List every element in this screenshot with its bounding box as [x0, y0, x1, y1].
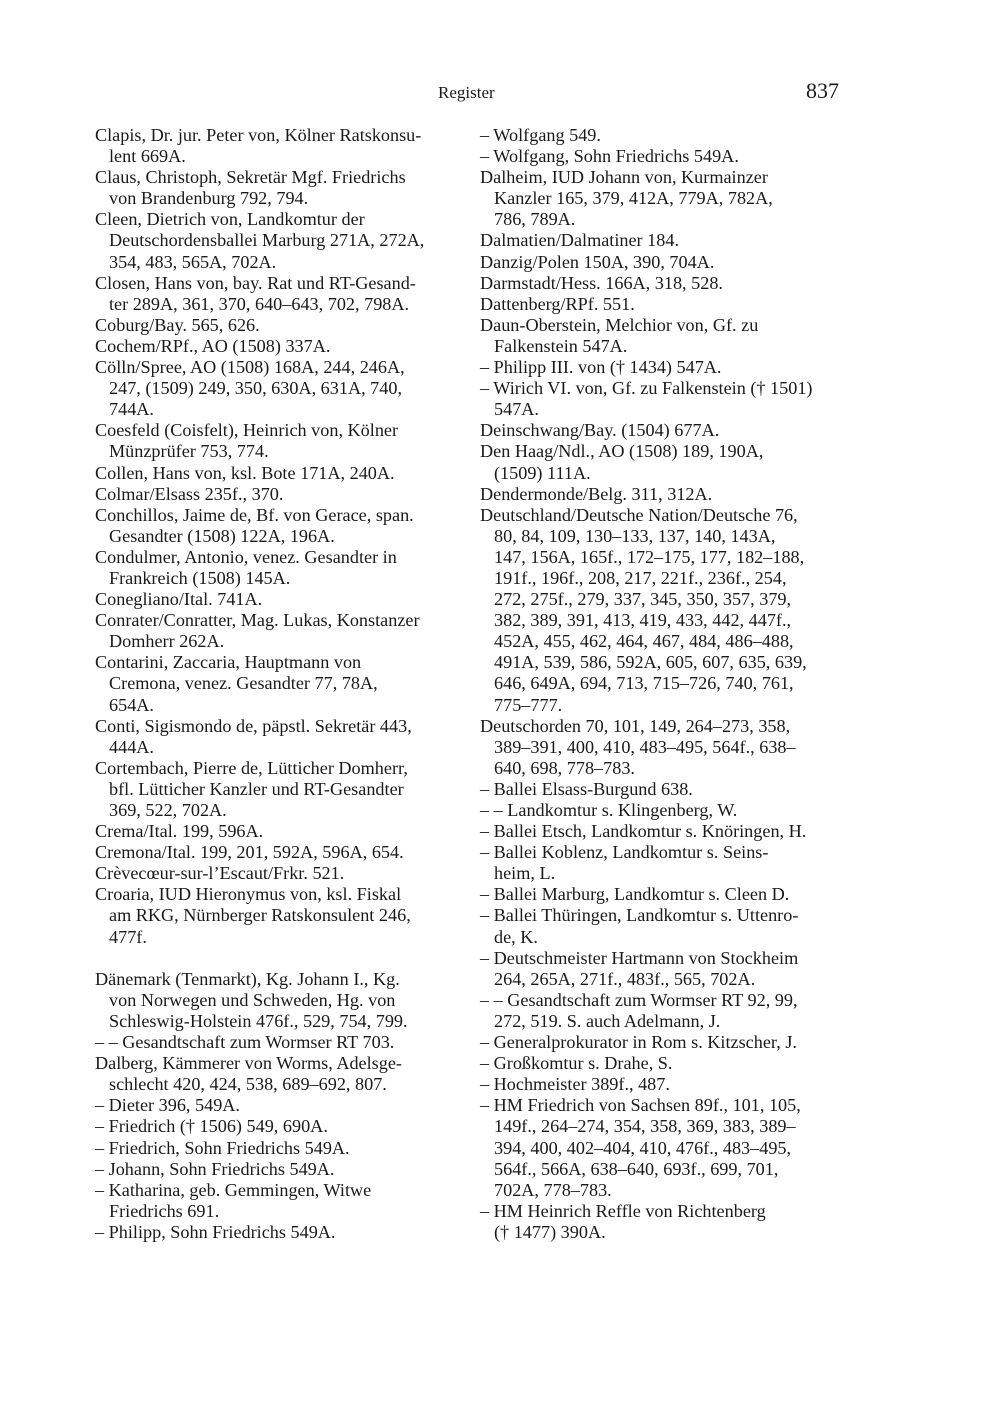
index-column-left — [95, 125, 457, 1243]
index-entry-line: 382, 389, 391, 413, 419, 433, 442, 447f., — [494, 610, 792, 631]
index-entry-line: – Philipp, Sohn Friedrichs 549A. — [95, 1221, 336, 1242]
index-entry-line: († 1477) 390A. — [494, 1221, 606, 1242]
index-entry — [95, 758, 457, 821]
index-entry-line: Darmstadt/Hess. 166A, 318, 528. — [480, 272, 723, 293]
index-entry-line: 477f. — [109, 926, 147, 947]
index-entry-line: Coesfeld (Coisfelt), Heinrich von, Kölner — [95, 420, 399, 441]
index-entry — [95, 821, 457, 842]
index-entry-line: 547A. — [494, 399, 539, 420]
index-entry-line: – Wolfgang, Sohn Friedrichs 549A. — [480, 146, 739, 167]
index-entry-line: Daun-Oberstein, Melchior von, Gf. zu — [480, 314, 759, 335]
index-entry-line: – Ballei Thüringen, Landkomtur s. Uttenro- — [480, 905, 799, 926]
index-entry-line: bfl. Lütticher Kanzler und RT-Gesandter — [109, 778, 404, 799]
index-entry-line: 264, 265A, 271f., 483f., 565, 702A. — [494, 968, 756, 989]
index-entry — [95, 463, 457, 484]
index-entry-line: Cochem/RPf., AO (1508) 337A. — [95, 335, 331, 356]
index-entry-line: 646, 649A, 694, 713, 715–726, 740, 761, — [494, 673, 794, 694]
index-entry-line: Conchillos, Jaime de, Bf. von Gerace, span. — [95, 504, 414, 525]
index-entry — [480, 484, 850, 505]
index-entry-line: 369, 522, 702A. — [109, 800, 227, 820]
index-entry — [95, 547, 457, 589]
index-entry — [95, 652, 457, 715]
index-entry-line: Cortembach, Pierre de, Lütticher Domherr, — [95, 757, 408, 778]
index-entry — [480, 1201, 850, 1243]
index-entry-line: Claus, Christoph, Sekretär Mgf. Friedrichs — [95, 167, 406, 188]
index-entry-line: 147, 156A, 165f., 172–175, 177, 182–188, — [494, 546, 805, 567]
index-entry-line: Crema/Ital. 199, 596A. — [95, 821, 264, 842]
index-entry — [95, 610, 457, 652]
index-entry — [480, 716, 850, 779]
index-entry-line: Cölln/Spree, AO (1508) 168A, 244, 246A, — [95, 357, 405, 378]
index-entry — [480, 294, 850, 315]
index-entry — [95, 273, 457, 315]
index-entry-line: (1509) 111A. — [494, 462, 591, 483]
index-entry — [95, 884, 457, 947]
index-entry-line: 654A. — [109, 694, 154, 715]
index-entry-line: – – Gesandtschaft zum Wormser RT 92, 99, — [480, 989, 798, 1010]
index-entry-line: Conrater/Conratter, Mag. Lukas, Konstanzer — [95, 610, 420, 631]
index-entry — [480, 357, 850, 378]
index-entry — [480, 821, 850, 842]
index-entry-line: Friedrichs 691. — [109, 1200, 220, 1221]
index-entry — [95, 1159, 457, 1180]
index-entry-line: Deinschwang/Bay. (1504) 677A. — [480, 420, 720, 441]
index-entry-line: – Friedrich († 1506) 549, 690A. — [95, 1116, 328, 1137]
index-entry-line: 191f., 196f., 208, 217, 221f., 236f., 254, — [494, 567, 787, 588]
index-entry — [95, 420, 457, 462]
index-entry-line: Cremona/Ital. 199, 201, 592A, 596A, 654. — [95, 842, 404, 863]
index-entry-line: – – Gesandtschaft zum Wormser RT 703. — [95, 1032, 395, 1053]
index-entry-line: – Deutschmeister Hartmann von Stockheim — [480, 947, 799, 968]
index-entry-line: Dendermonde/Belg. 311, 312A. — [480, 483, 713, 504]
index-entry — [95, 315, 457, 336]
index-entry — [95, 1180, 457, 1222]
index-entry-line: Dattenberg/RPf. 551. — [480, 293, 635, 314]
index-entry-line: 247, (1509) 249, 350, 630A, 631A, 740, — [109, 378, 403, 399]
index-entry-line: 149f., 264–274, 354, 358, 369, 383, 389– — [494, 1116, 796, 1137]
index-entry-line: – HM Friedrich von Sachsen 89f., 101, 105, — [480, 1095, 801, 1116]
index-entry — [95, 716, 457, 758]
index-entry-line: 786, 789A. — [494, 209, 576, 230]
index-entry-line: – Friedrich, Sohn Friedrichs 549A. — [95, 1137, 350, 1158]
index-entry-line: schlecht 420, 424, 538, 689–692, 807. — [109, 1074, 387, 1095]
index-entry — [95, 969, 457, 1032]
index-entry-line: Dalberg, Kämmerer von Worms, Adelsge- — [95, 1053, 402, 1074]
index-entry-line: Cremona, venez. Gesandter 77, 78A, — [109, 673, 378, 694]
index-entry — [95, 863, 457, 884]
index-entry-line: Kanzler 165, 379, 412A, 779A, 782A, — [494, 188, 773, 209]
index-entry — [480, 315, 850, 357]
index-entry-line: – Wirich VI. von, Gf. zu Falkenstein († 1501) — [480, 378, 813, 399]
index-entry-line: Schleswig-Holstein 476f., 529, 754, 799. — [109, 1010, 408, 1031]
index-entry-line: – Ballei Etsch, Landkomtur s. Knöringen, H. — [480, 821, 807, 842]
index-entry-line: 640, 698, 778–783. — [494, 757, 635, 778]
index-entry-line: Conegliano/Ital. 741A. — [95, 589, 263, 610]
index-entry-line: Gesandter (1508) 122A, 196A. — [109, 525, 335, 546]
index-entry-line: Conti, Sigismondo de, päpstl. Sekretär 443, — [95, 715, 412, 736]
index-entry-line: Colmar/Elsass 235f., 370. — [95, 483, 284, 504]
index-entry-line: Contarini, Zaccaria, Hauptmann von — [95, 652, 362, 673]
index-entry-line: – Wolfgang 549. — [480, 125, 601, 145]
index-entry-line: heim, L. — [494, 863, 556, 884]
index-entry-line: 775–777. — [494, 694, 563, 715]
index-entry-line: von Norwegen und Schweden, Hg. von — [109, 989, 396, 1010]
index-entry-line: 389–391, 400, 410, 483–495, 564f., 638– — [494, 736, 796, 757]
index-entry — [480, 842, 850, 884]
index-entry-line: Clapis, Dr. jur. Peter von, Kölner Ratskonsu- — [95, 125, 422, 145]
index-entry-line: Den Haag/Ndl., AO (1508) 189, 190A, — [480, 441, 764, 462]
index-entry — [480, 905, 850, 947]
index-entry-line: – Großkomtur s. Drahe, S. — [480, 1053, 673, 1074]
index-entry-line: Dänemark (Tenmarkt), Kg. Johann I., Kg. — [95, 968, 400, 989]
index-entry-line: Domherr 262A. — [109, 631, 225, 652]
index-entry — [95, 1116, 457, 1137]
index-entry-line: – Ballei Koblenz, Landkomtur s. Seins- — [480, 842, 769, 863]
index-entry-line: von Brandenburg 792, 794. — [109, 188, 309, 209]
index-entry — [95, 1032, 457, 1053]
index-entry — [480, 884, 850, 905]
index-entry — [480, 125, 850, 146]
index-entry — [480, 779, 850, 800]
index-entry — [480, 252, 850, 273]
index-entry-line: Collen, Hans von, ksl. Bote 171A, 240A. — [95, 462, 395, 483]
index-entry-line: Condulmer, Antonio, venez. Gesandter in — [95, 546, 397, 567]
index-entry-line: Dalmatien/Dalmatiner 184. — [480, 230, 679, 251]
index-entry — [480, 441, 850, 483]
letter-section-gap — [95, 948, 457, 969]
index-entry — [95, 336, 457, 357]
index-entry-line: 702A, 778–783. — [494, 1179, 612, 1200]
index-entry — [480, 146, 850, 167]
index-entry — [480, 800, 850, 821]
index-entry — [480, 230, 850, 251]
index-entry — [480, 990, 850, 1032]
index-entry — [95, 484, 457, 505]
index-entry-line: 272, 519. S. auch Adelmann, J. — [494, 1010, 721, 1031]
index-entry-line: – – Landkomtur s. Klingenberg, W. — [480, 800, 738, 820]
index-entry-line: – Katharina, geb. Gemmingen, Witwe — [95, 1179, 372, 1200]
index-entry — [480, 378, 850, 420]
index-entry-line: Cleen, Dietrich von, Landkomtur der — [95, 209, 365, 230]
index-entry-line: – Ballei Elsass-Burgund 638. — [480, 778, 693, 799]
index-entry-line: – Dieter 396, 549A. — [95, 1095, 240, 1116]
index-entry-line: 80, 84, 109, 130–133, 137, 140, 143A, — [494, 525, 776, 546]
index-entry-line: – Ballei Marburg, Landkomtur s. Cleen D. — [480, 884, 790, 905]
index-entry — [95, 1222, 457, 1243]
index-entry-line: Crèvecœur-sur-l’Escaut/Frkr. 521. — [95, 863, 345, 884]
index-entry — [480, 167, 850, 230]
index-entry-line: Frankreich (1508) 145A. — [109, 567, 291, 588]
index-entry — [480, 1053, 850, 1074]
index-entry-line: ter 289A, 361, 370, 640–643, 702, 798A. — [109, 293, 410, 314]
index-entry — [95, 167, 457, 209]
index-entry — [480, 1095, 850, 1200]
index-entry — [95, 589, 457, 610]
index-entry-line: 564f., 566A, 638–640, 693f., 699, 701, — [494, 1158, 779, 1179]
page-number: 837 — [806, 78, 839, 103]
index-entry-line: – HM Heinrich Reffle von Richtenberg — [480, 1200, 766, 1221]
index-entry — [95, 1095, 457, 1116]
index-entry-line: – Johann, Sohn Friedrichs 549A. — [95, 1158, 335, 1179]
index-entry-line: Closen, Hans von, bay. Rat und RT-Gesand- — [95, 272, 416, 293]
index-entry-line: de, K. — [494, 926, 538, 947]
index-entry-line: am RKG, Nürnberger Ratskonsulent 246, — [109, 905, 411, 926]
index-entry — [480, 1032, 850, 1053]
index-entry-line: Falkenstein 547A. — [494, 335, 628, 356]
running-head: Register — [438, 83, 495, 102]
index-entry-line: – Philipp III. von († 1434) 547A. — [480, 357, 722, 378]
index-entry — [95, 209, 457, 272]
index-entry-line: – Hochmeister 389f., 487. — [480, 1074, 670, 1095]
index-entry — [480, 948, 850, 990]
index-entry-line: Deutschland/Deutsche Nation/Deutsche 76, — [480, 504, 798, 525]
index-entry — [480, 273, 850, 294]
index-entry-line: Coburg/Bay. 565, 626. — [95, 314, 260, 335]
index-entry-line: Dalheim, IUD Johann von, Kurmainzer — [480, 167, 768, 188]
index-entry — [95, 125, 457, 167]
index-entry-line: 444A. — [109, 736, 154, 757]
index-entry-line: Deutschorden 70, 101, 149, 264–273, 358, — [480, 715, 791, 736]
index-entry-line: 452A, 455, 462, 464, 467, 484, 486–488, — [494, 631, 794, 652]
index-entry-line: 394, 400, 402–404, 410, 476f., 483–495, — [494, 1137, 792, 1158]
index-entry-line: Croaria, IUD Hieronymus von, ksl. Fiskal — [95, 884, 402, 905]
index-entry-line: 272, 275f., 279, 337, 345, 350, 357, 379, — [494, 589, 792, 610]
index-entry — [95, 505, 457, 547]
index-entry-line: 354, 483, 565A, 702A. — [109, 251, 277, 272]
index-entry — [95, 1053, 457, 1095]
index-entry-line: Münzprüfer 753, 774. — [109, 441, 269, 462]
index-entry-line: 491A, 539, 586, 592A, 605, 607, 635, 639, — [494, 652, 807, 673]
index-entry — [95, 1138, 457, 1159]
index-entry — [480, 505, 850, 716]
index-entry — [480, 420, 850, 441]
index-entry-line: 744A. — [109, 399, 154, 420]
index-entry-line: Danzig/Polen 150A, 390, 704A. — [480, 251, 715, 272]
index-entry-line: lent 669A. — [109, 146, 186, 167]
index-entry-line: Deutschordensballei Marburg 271A, 272A, — [109, 230, 425, 251]
index-entry-line: – Generalprokurator in Rom s. Kitzscher, J. — [480, 1032, 797, 1053]
index-entry — [480, 1074, 850, 1095]
index-column-right — [480, 125, 850, 1243]
index-entry — [95, 357, 457, 420]
index-entry — [95, 842, 457, 863]
